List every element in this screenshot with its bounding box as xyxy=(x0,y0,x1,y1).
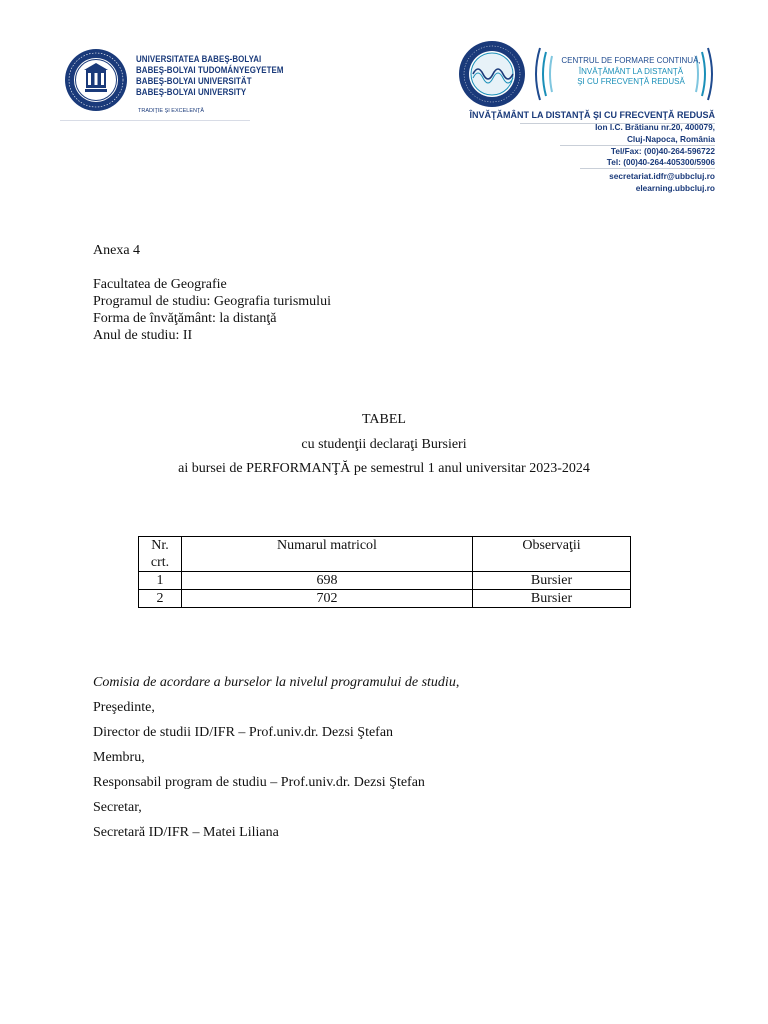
telephone: Tel: (00)40-264-405300/5906 xyxy=(606,157,715,167)
logo-underline xyxy=(60,120,250,121)
document-subtitle-2: ai bursei de PERFORMANŢĂ pe semestrul 1 anul universitar 2023-2024 xyxy=(178,461,590,476)
study-program: Programul de studiu: Geografia turismului xyxy=(93,294,331,309)
idfr-title xyxy=(556,56,706,88)
university-seal-icon xyxy=(64,48,128,112)
idfr-title-line: ÎNVĂŢĂMÂNT LA DISTANŢĂ xyxy=(578,66,684,76)
idfr-title-line: CENTRUL DE FORMARE CONTINUĂ, xyxy=(561,56,701,65)
table-row xyxy=(139,590,631,608)
university-name-line: UNIVERSITATEA BABEŞ-BOLYAI xyxy=(136,54,262,64)
email-link[interactable]: secretariat.idfr@ubbcluj.ro xyxy=(609,171,715,181)
annex-label: Anexa 4 xyxy=(93,243,141,258)
commission-heading xyxy=(93,674,459,691)
column-header-nr: Nr. crt. xyxy=(139,537,182,572)
cell-nr: 2 xyxy=(139,590,182,608)
university-name-line: BABEŞ-BOLYAI UNIVERSITY xyxy=(136,87,247,97)
idfr-seal-icon xyxy=(458,40,526,108)
commission-title: Comisia de acordare a burselor la nivelul programului de studiu xyxy=(93,675,456,690)
column-header-matricol: Numarul matricol xyxy=(182,537,473,572)
president-label: Preşedinte, xyxy=(93,700,155,715)
idfr-title-line: ŞI CU FRECVENŢĂ REDUSĂ xyxy=(577,77,685,86)
address-city: Cluj-Napoca, România xyxy=(626,134,715,144)
cell-observations: Bursier xyxy=(473,590,631,608)
idfr-heading: ÎNVĂŢĂMÂNT LA DISTANŢĂ ŞI CU FRECVENŢĂ REDUSĂ xyxy=(469,110,715,120)
cell-matricol: 698 xyxy=(182,572,473,590)
website-link[interactable]: elearning.ubbcluj.ro xyxy=(635,183,715,193)
president-name: Director de studii ID/IFR – Prof.univ.dr. Dezsi Ştefan xyxy=(93,725,394,740)
university-name-line: BABEŞ-BOLYAI TUDOMÁNYEGYETEM xyxy=(136,65,284,75)
university-name xyxy=(136,54,308,98)
study-year: Anul de studiu: II xyxy=(93,328,193,343)
university-logo xyxy=(60,44,284,122)
commission-title-suffix: , xyxy=(455,675,460,690)
member-name: Responsabil program de studiu – Prof.univ.dr. Dezsi Ştefan xyxy=(93,775,425,790)
scholarship-table xyxy=(138,536,631,608)
table-header-row xyxy=(139,537,631,572)
member-label: Membru, xyxy=(93,750,145,765)
divider xyxy=(580,168,715,169)
university-motto: TRADIŢIE ŞI EXCELENŢĂ xyxy=(138,108,205,114)
column-header-observations: Observaţii xyxy=(473,537,631,572)
telfax: Tel/Fax: (00)40-264-596722 xyxy=(610,146,715,156)
secretary-label: Secretar, xyxy=(93,800,142,815)
study-form: Forma de învăţământ: la distanţă xyxy=(93,311,277,326)
table-row xyxy=(139,572,631,590)
secretary-name: Secretară ID/IFR – Matei Liliana xyxy=(93,825,279,840)
cell-observations: Bursier xyxy=(473,572,631,590)
cell-nr: 1 xyxy=(139,572,182,590)
university-name-line: BABEŞ-BOLYAI UNIVERSITÄT xyxy=(136,76,252,86)
faculty: Facultatea de Geografie xyxy=(93,277,227,292)
cell-matricol: 702 xyxy=(182,590,473,608)
document-title: TABEL xyxy=(362,412,406,427)
document-subtitle: cu studenţii declaraţi Bursieri xyxy=(301,437,467,452)
address-line: Ion I.C. Brătianu nr.20, 400079, xyxy=(595,122,715,132)
